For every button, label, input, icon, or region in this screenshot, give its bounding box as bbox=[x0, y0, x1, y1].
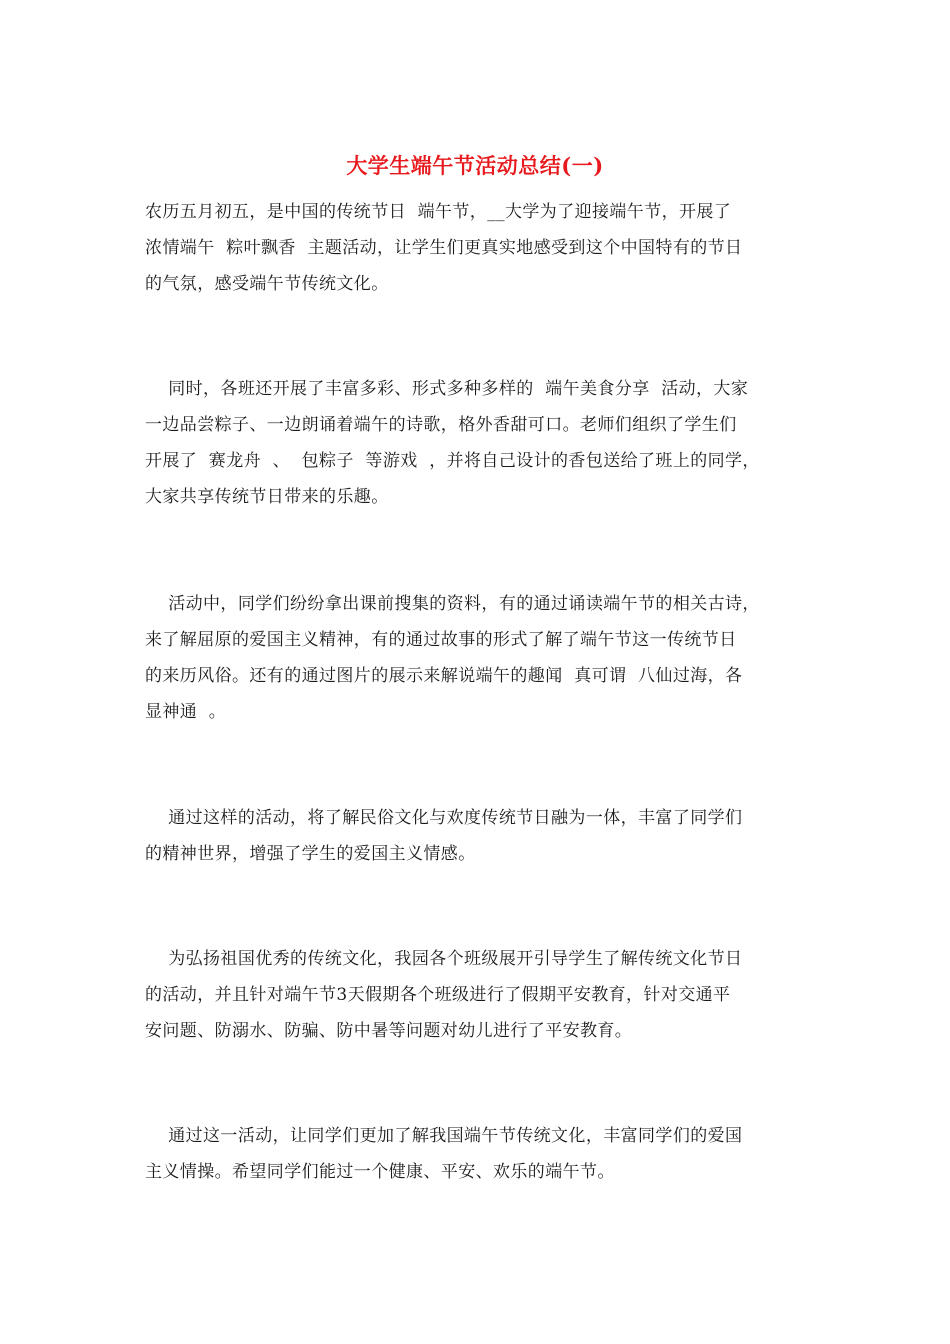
paragraph-1-line-3: 的气氛，感受端午节传统文化。 bbox=[145, 274, 389, 294]
paragraph-2-line-1: 同时，各班还开展了丰富多彩、形式多种多样的 端午美食分享 活动，大家 bbox=[145, 379, 749, 399]
paragraph-5-line-3: 安问题、防溺水、防骗、防中暑等问题对幼儿进行了平安教育。 bbox=[145, 1021, 633, 1041]
paragraph-2-line-3: 开展了 赛龙舟 、 包粽子 等游戏 ，并将自己设计的香包送给了班上的同学， bbox=[145, 451, 760, 471]
paragraph-1-line-1: 农历五月初五，是中国的传统节日 端午节，__大学为了迎接端午节，开展了 bbox=[145, 202, 732, 222]
paragraph-5-line-2: 的活动，并且针对端午节3天假期各个班级进行了假期平安教育，针对交通平 bbox=[145, 985, 731, 1005]
paragraph-4-line-1: 通过这样的活动，将了解民俗文化与欢度传统节日融为一体，丰富了同学们 bbox=[145, 808, 743, 828]
paragraph-4-line-2: 的精神世界，增强了学生的爱国主义情感。 bbox=[145, 844, 476, 864]
paragraph-3-line-2: 来了解屈原的爱国主义精神，有的通过故事的形式了解了端午节这一传统节日 bbox=[145, 630, 737, 650]
paragraph-2-line-2: 一边品尝粽子、一边朗诵着端午的诗歌，格外香甜可口。老师们组织了学生们 bbox=[145, 415, 737, 435]
paragraph-3-line-4: 显神通 。 bbox=[145, 702, 227, 722]
paragraph-6-line-2: 主义情操。希望同学们能过一个健康、平安、欢乐的端午节。 bbox=[145, 1162, 615, 1182]
paragraph-3-line-1: 活动中，同学们纷纷拿出课前搜集的资料，有的通过诵读端午节的相关古诗， bbox=[145, 594, 760, 614]
paragraph-3-line-3: 的来历风俗。还有的通过图片的展示来解说端午的趣闻 真可谓 八仙过海，各 bbox=[145, 666, 743, 686]
paragraph-1-line-2: 浓情端午 粽叶飘香 主题活动，让学生们更真实地感受到这个中国特有的节日 bbox=[145, 238, 743, 258]
document-title: 大学生端午节活动总结(一) bbox=[346, 153, 604, 178]
paragraph-2-line-4: 大家共享传统节日带来的乐趣。 bbox=[145, 487, 389, 507]
paragraph-5-line-1: 为弘扬祖国优秀的传统文化，我园各个班级展开引导学生了解传统文化节日 bbox=[145, 949, 743, 969]
paragraph-6-line-1: 通过这一活动，让同学们更加了解我国端午节传统文化，丰富同学们的爱国 bbox=[145, 1126, 743, 1146]
